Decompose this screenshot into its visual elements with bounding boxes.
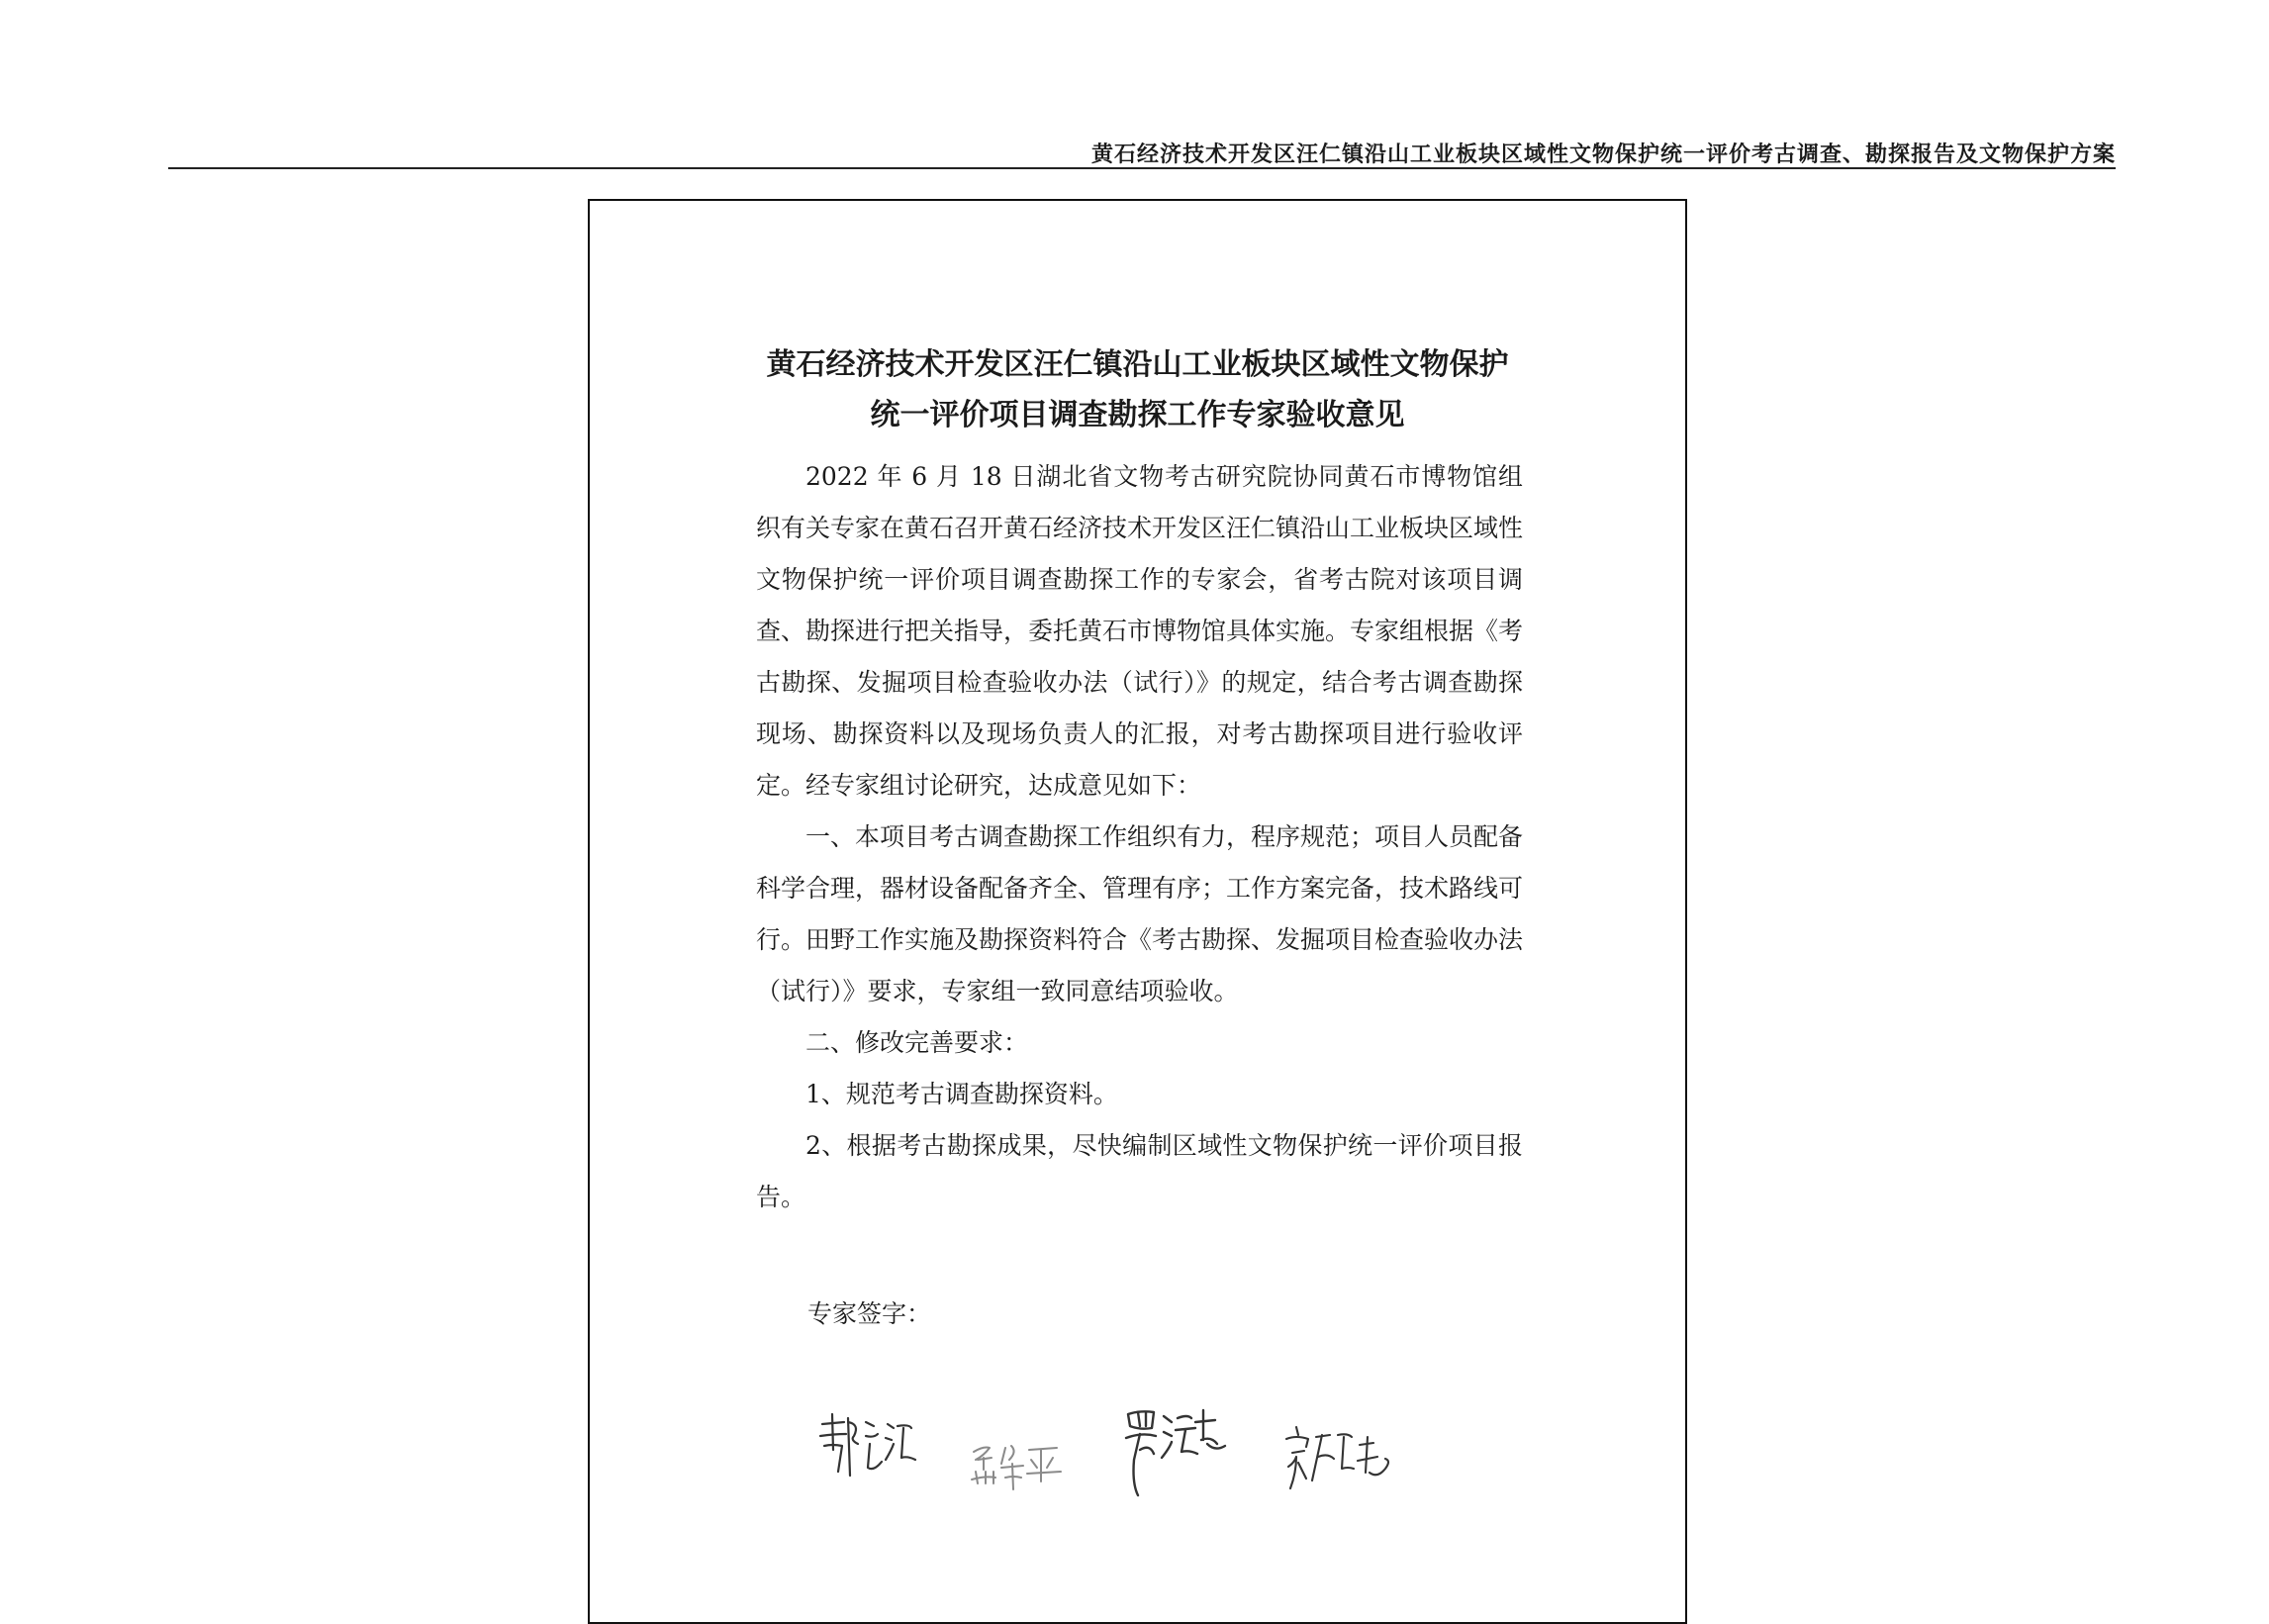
document-title-line-1: 黄石经济技术开发区汪仁镇沿山工业板块区域性文物保护 — [766, 347, 1509, 382]
signature-2 — [966, 1438, 1085, 1497]
running-header-title: 黄石经济技术开发区汪仁镇沿山工业板块区域性文物保护统一评价考古调查、勘探报告及文物保护方案 — [1090, 142, 2116, 167]
signature-1 — [812, 1410, 921, 1489]
signature-label: 专家签字： — [807, 1299, 932, 1328]
document-body — [756, 451, 1523, 1223]
paragraph-intro: 2022 年 6 月 18 日湖北省文物考古研究院协同黄石市博物馆组织有关专家在黄石召开黄石经济技术开发区汪仁镇沿山工业板块区域性文物保护统一评价项目调查勘探工作的专家会，省考古院对该项目调查、勘探进行把关指导，委托黄石市博物馆具体实施。专家组根据《考古勘探、发掘项目检查验收办法（试行）》的规定，结合考古调查勘探现场、勘探资料以及现场负责人的汇报，对考古勘探项目进行验收评定。经专家组讨论研究，达成意见如下： — [756, 462, 1524, 800]
scanned-document — [588, 199, 1687, 1624]
paragraph-opinion-2-heading: 二、修改完善要求： — [805, 1028, 1029, 1057]
signature-4 — [1282, 1423, 1411, 1502]
document-title — [590, 339, 1685, 440]
document-title-line-2: 统一评价项目调查勘探工作专家验收意见 — [870, 398, 1405, 432]
paragraph-opinion-1: 一、本项目考古调查勘探工作组织有力，程序规范；项目人员配备科学合理，器材设备配备齐全、管理有序；工作方案完备，技术路线可行。田野工作实施及勘探资料符合《考古勘探、发掘项目检查验收办法（试行）》要求，专家组一致同意结项验收。 — [756, 822, 1524, 1005]
paragraph-requirement-2: 2、根据考古勘探成果，尽快编制区域性文物保护统一评价项目报告。 — [756, 1131, 1523, 1211]
running-header — [168, 136, 2116, 169]
signature-3 — [1120, 1400, 1249, 1499]
paragraph-requirement-1: 1、规范考古调查勘探资料。 — [805, 1080, 1118, 1108]
